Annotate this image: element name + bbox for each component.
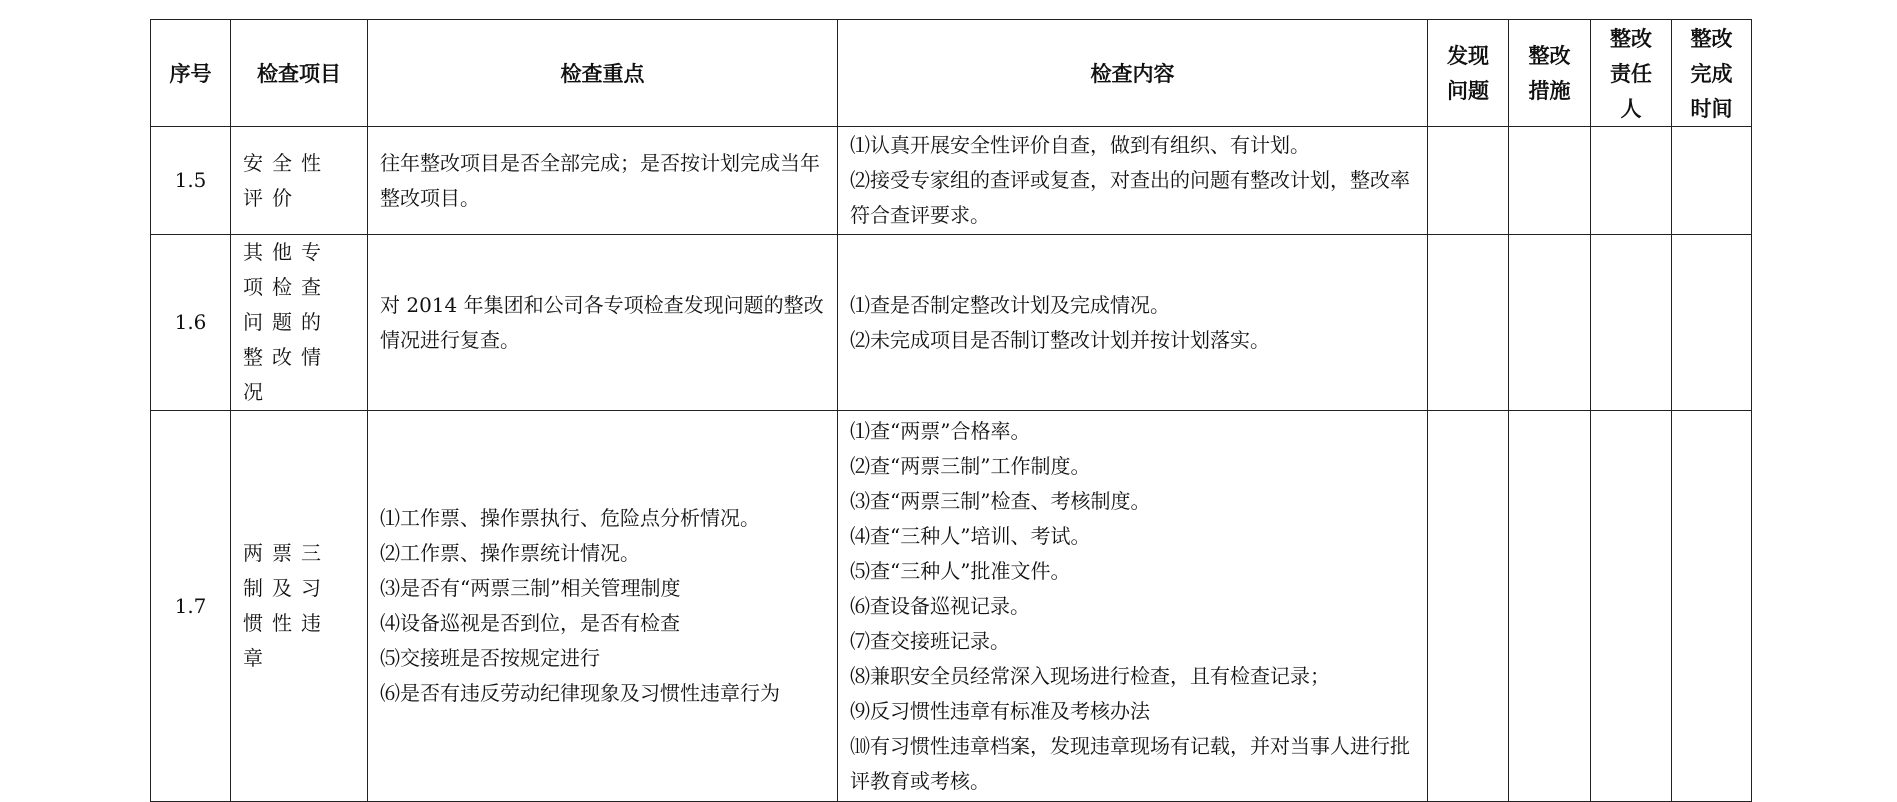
focus-line: ⑶是否有“两票三制”相关管理制度: [380, 576, 681, 600]
content-line: ⑵接受专家组的查评或复查，对查出的问题有整改计划，整改率符合查评要求。: [850, 168, 1410, 227]
content-line: ⑻兼职安全员经常深入现场进行检查，且有检查记录；: [850, 663, 1330, 688]
issues-cell: [1428, 411, 1509, 802]
focus-line: 对 2014 年集团和公司各专项检查发现问题的整改情况进行复查。: [380, 292, 824, 352]
content-line: ⑴查“两票”合格率。: [850, 418, 1031, 443]
content-line: ⑽有习惯性违章档案，发现违章现场有记载，并对当事人进行批评教育或考核。: [850, 733, 1410, 793]
row-item: 安全性评价: [231, 127, 368, 235]
measures-cell: [1509, 235, 1591, 411]
measures-cell: [1509, 411, 1591, 802]
focus-line: ⑹是否有违反劳动纪律现象及习惯性违章行为: [380, 681, 780, 705]
header-responsible: 整改责任人: [1591, 20, 1672, 127]
table-row: [151, 235, 1752, 411]
focus-line: ⑸交接班是否按规定进行: [380, 646, 600, 670]
row-number: 1.5: [151, 127, 231, 235]
measures-cell: [1509, 127, 1591, 235]
header-content: 检查内容: [838, 20, 1428, 127]
row-number: 1.7: [151, 411, 231, 802]
content-line: ⑵未完成项目是否制订整改计划并按计划落实。: [850, 327, 1270, 352]
deadline-cell: [1672, 127, 1752, 235]
inspection-table: [150, 19, 1752, 802]
focus-line: ⑷设备巡视是否到位，是否有检查: [380, 611, 680, 635]
content-line: ⑼反习惯性违章有标准及考核办法: [850, 698, 1150, 723]
table-row: [151, 411, 1752, 802]
row-number: 1.6: [151, 235, 231, 411]
row-content: [838, 127, 1428, 235]
header-row: [151, 20, 1752, 127]
responsible-cell: [1591, 411, 1672, 802]
header-focus: 检查重点: [368, 20, 838, 127]
content-line: ⑸查“三种人”批准文件。: [850, 558, 1071, 583]
table-row: [151, 127, 1752, 235]
focus-line: ⑵工作票、操作票统计情况。: [380, 541, 640, 565]
row-content: [838, 411, 1428, 802]
header-deadline: 整改完成时间: [1672, 20, 1752, 127]
row-item: 其他专项检查问题的整改情况: [231, 235, 368, 411]
header-item: 检查项目: [231, 20, 368, 127]
issues-cell: [1428, 127, 1509, 235]
content-line: ⑵查“两票三制”工作制度。: [850, 453, 1091, 478]
row-item: 两票三制及习惯性违章: [231, 411, 368, 802]
row-focus: [368, 411, 838, 802]
content-line: ⑺查交接班记录。: [850, 628, 1010, 653]
responsible-cell: [1591, 235, 1672, 411]
deadline-cell: [1672, 235, 1752, 411]
row-focus: [368, 235, 838, 411]
content-line: ⑴认真开展安全性评价自查，做到有组织、有计划。: [850, 133, 1310, 157]
focus-line: 往年整改项目是否全部完成；是否按计划完成当年整改项目。: [380, 150, 820, 210]
issues-cell: [1428, 235, 1509, 411]
header-issues: 发现问题: [1428, 20, 1509, 127]
row-focus: [368, 127, 838, 235]
focus-line: ⑴工作票、操作票执行、危险点分析情况。: [380, 506, 760, 530]
header-measures: 整改措施: [1509, 20, 1591, 127]
header-no: 序号: [151, 20, 231, 127]
responsible-cell: [1591, 127, 1672, 235]
row-content: [838, 235, 1428, 411]
content-line: ⑶查“两票三制”检查、考核制度。: [850, 488, 1151, 513]
content-line: ⑷查“三种人”培训、考试。: [850, 523, 1091, 548]
deadline-cell: [1672, 411, 1752, 802]
content-line: ⑴查是否制定整改计划及完成情况。: [850, 292, 1170, 317]
content-line: ⑹查设备巡视记录。: [850, 593, 1030, 618]
